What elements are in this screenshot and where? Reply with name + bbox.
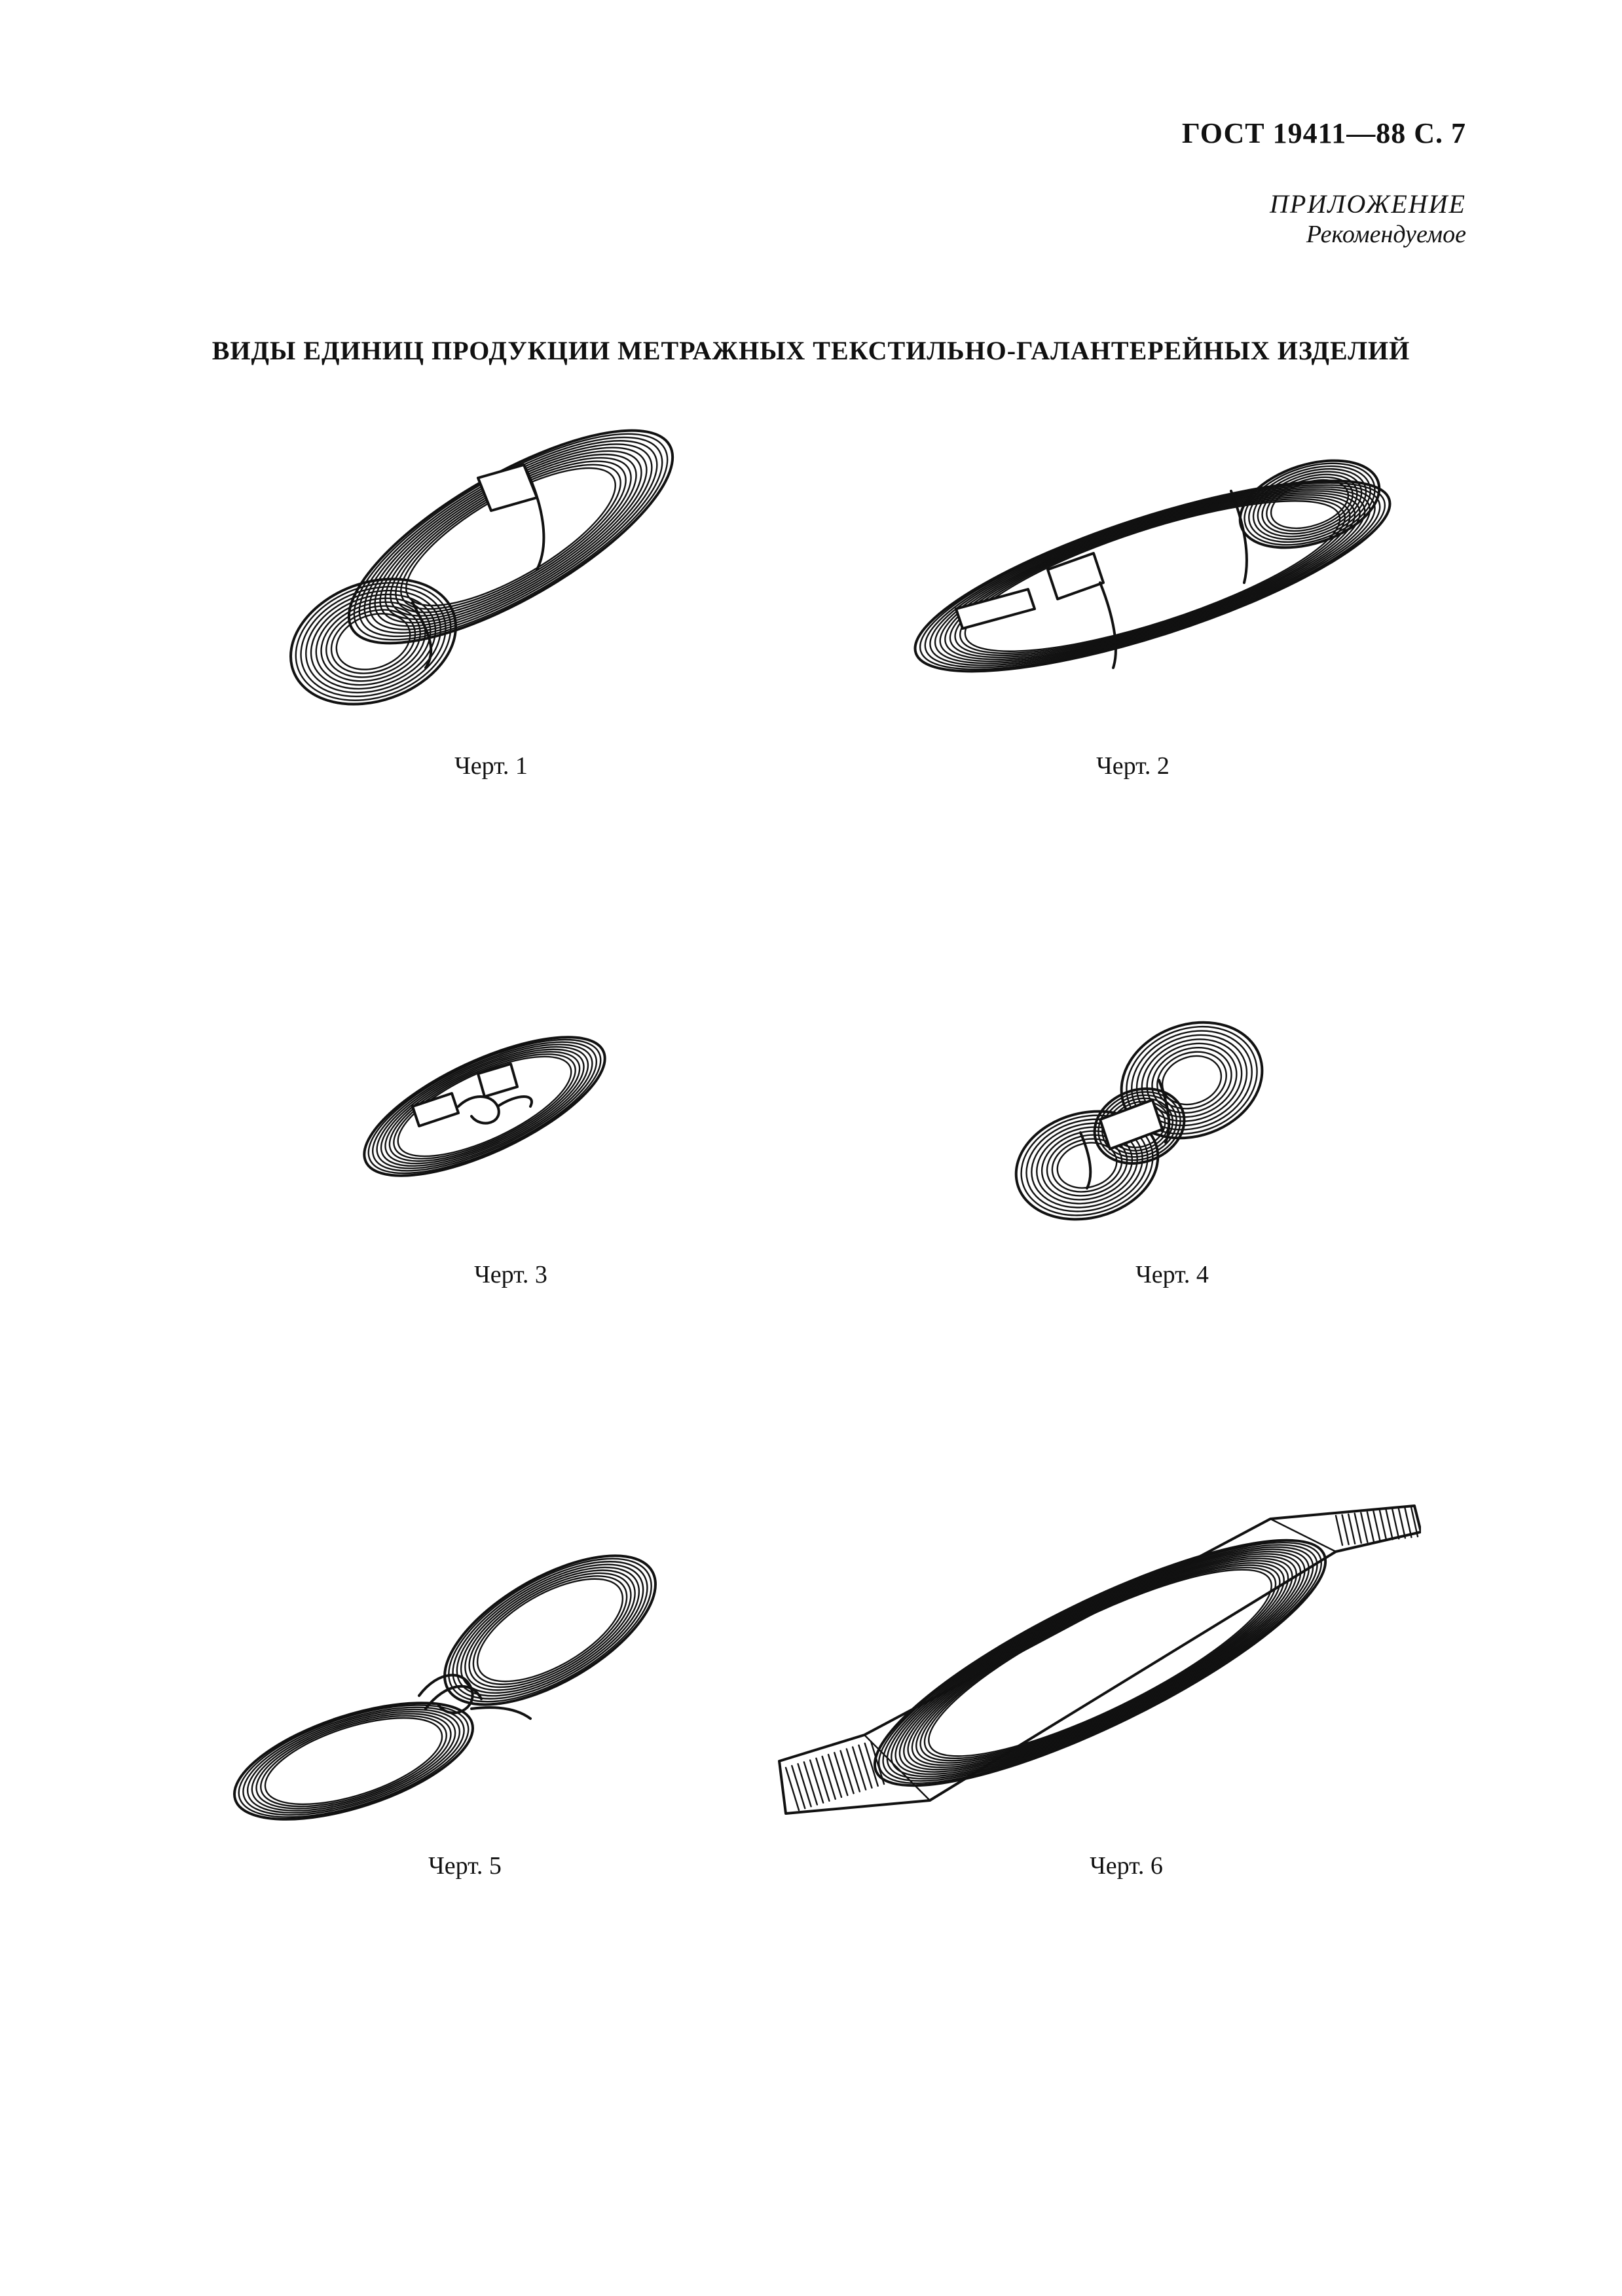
figure-3-tie-end xyxy=(498,1097,532,1106)
figure-5-end-loop xyxy=(456,1554,643,1706)
figure-3-loop xyxy=(346,1010,623,1203)
figure-6-drawing xyxy=(773,1460,1421,1820)
figure-6-loops xyxy=(849,1498,1351,1820)
figure-3-tie xyxy=(458,1097,499,1123)
figure-2-skein xyxy=(877,432,1401,727)
figure-6-package xyxy=(773,1460,1421,1820)
figure-6-loop xyxy=(910,1537,1291,1788)
figure-6-hatch-left xyxy=(858,1745,872,1788)
figure-1-loop xyxy=(327,406,694,678)
figure-6-hatch-left xyxy=(792,1766,805,1808)
figure-6-hatch-left xyxy=(786,1768,799,1810)
figure-6-hatch-right xyxy=(1361,1513,1367,1542)
figure-3-loop xyxy=(375,1030,593,1183)
figure-3-skein xyxy=(341,995,629,1231)
figure-6-hatch-right xyxy=(1386,1510,1393,1539)
figure-6-loop xyxy=(900,1531,1300,1795)
figure-6-hatch-left xyxy=(834,1753,847,1795)
figure-6-hatch-right xyxy=(1399,1508,1405,1538)
figure-1-loops xyxy=(273,406,701,726)
figure-1-loop xyxy=(321,406,701,682)
figure-6-hatch-left xyxy=(810,1760,823,1803)
page-header: ГОСТ 19411—88 С. 7 xyxy=(1181,117,1466,149)
figure-6-loop xyxy=(891,1525,1309,1800)
figure-2-drawing xyxy=(877,432,1401,727)
figure-6-hatch-left xyxy=(841,1751,854,1793)
figure-6-hatch-right xyxy=(1348,1514,1355,1544)
figure-6-hatch-left xyxy=(847,1749,860,1791)
figure-1-drawing xyxy=(262,406,720,733)
figure-6-hatch-left xyxy=(798,1764,811,1806)
figure-4-band xyxy=(1080,1133,1090,1188)
figure-3-loops xyxy=(346,1010,623,1203)
figure-1-caption: Черт. 1 xyxy=(454,752,528,780)
figure-5-skein xyxy=(223,1545,681,1833)
figure-6-hatch-right xyxy=(1392,1509,1399,1539)
figure-2-caption: Черт. 2 xyxy=(1096,752,1170,780)
document-title: ВИДЫ ЕДИНИЦ ПРОДУКЦИИ МЕТРАЖНЫХ ТЕКСТИЛЬНО-ГАЛАНТЕРЕЙНЫХ ИЗДЕЛИЙ xyxy=(212,336,1410,365)
figure-5-drawing xyxy=(223,1545,681,1833)
figure-6-hatch-left xyxy=(816,1758,829,1801)
figure-6-hatch-right xyxy=(1342,1515,1349,1544)
appendix-status: Рекомендуемое xyxy=(1306,221,1466,248)
figure-5-caption: Черт. 5 xyxy=(428,1852,502,1880)
figure-6-hatch-left xyxy=(804,1762,817,1804)
appendix-title: ПРИЛОЖЕНИЕ xyxy=(1270,189,1466,219)
figure-3-loop xyxy=(356,1016,613,1196)
figure-6-hatch-right xyxy=(1336,1516,1342,1545)
figure-6-hatch-left xyxy=(822,1757,836,1799)
figure-6-caption: Черт. 6 xyxy=(1090,1852,1163,1880)
figure-6-hatch-right xyxy=(1380,1510,1386,1540)
figure-6-hatch-right xyxy=(1355,1514,1361,1543)
figure-3-loop xyxy=(352,1013,618,1200)
figure-6-loop xyxy=(895,1528,1304,1797)
figure-2-band xyxy=(1100,583,1116,668)
figure-6-hatch-right xyxy=(1374,1512,1380,1541)
figure-6-hatch-left xyxy=(828,1755,841,1797)
figure-2-loops xyxy=(898,443,1401,709)
figure-3-caption: Черт. 3 xyxy=(474,1261,547,1288)
figure-1-loop xyxy=(352,414,671,659)
figure-3-drawing xyxy=(341,995,629,1231)
figure-4-skein xyxy=(1002,1002,1277,1231)
figure-5-cord-end xyxy=(471,1707,530,1719)
figure-1-skein xyxy=(262,406,720,733)
figure-6-hatch-left xyxy=(853,1747,866,1790)
figure-4-drawing xyxy=(1002,1002,1277,1231)
figure-1-loop xyxy=(345,410,676,663)
figure-6-hatch-right xyxy=(1405,1508,1411,1537)
figure-6-loop xyxy=(905,1535,1296,1792)
figure-4-caption: Черт. 4 xyxy=(1135,1261,1209,1288)
figure-1-loop xyxy=(370,429,652,645)
appendix-block xyxy=(1270,189,1466,249)
figure-6-hatch-right xyxy=(1367,1512,1374,1542)
